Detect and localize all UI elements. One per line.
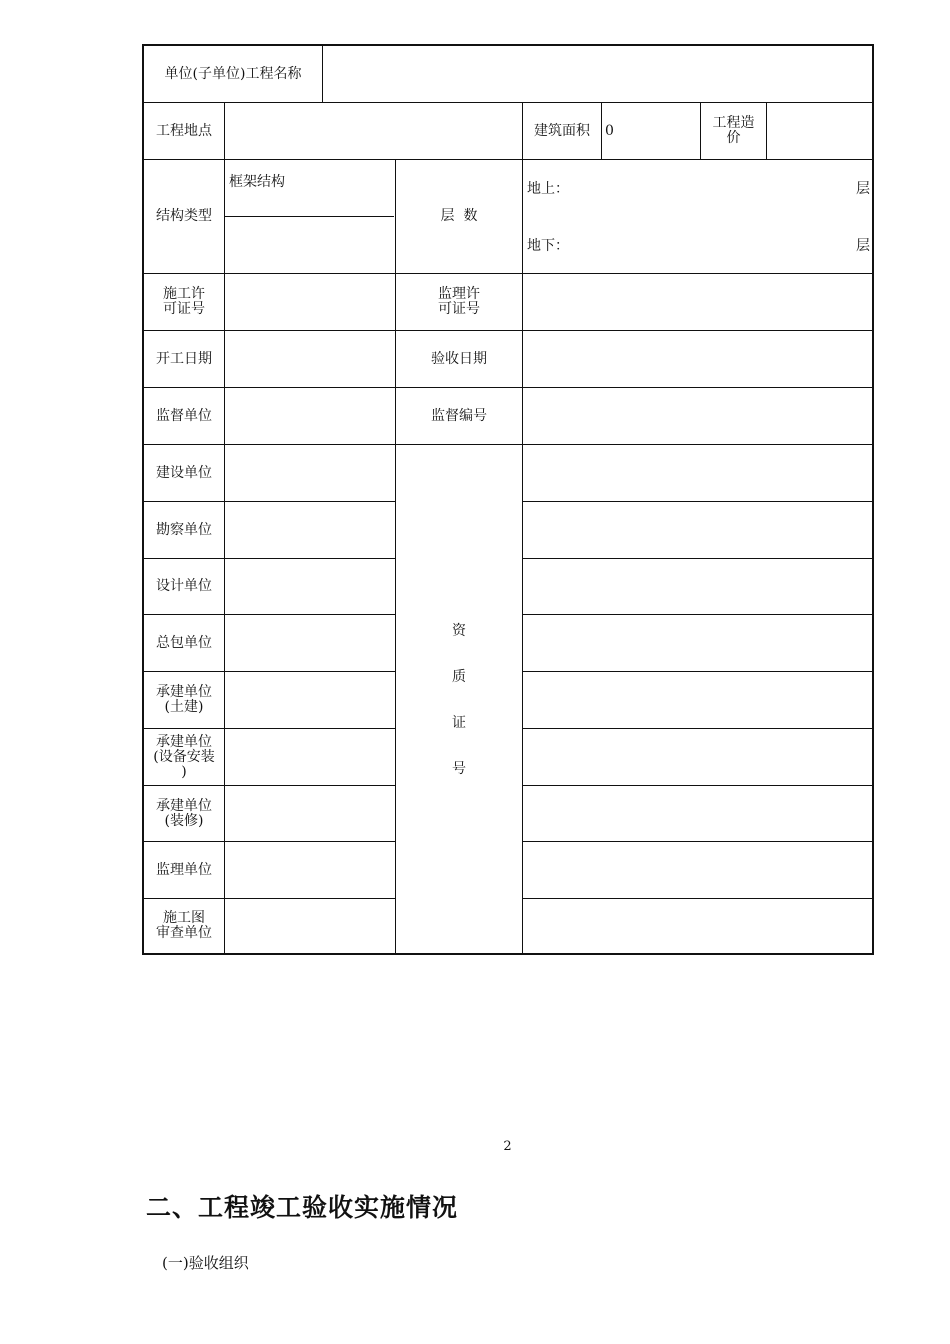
project-name-value[interactable] xyxy=(323,46,872,102)
unit-label-line: 施工图 xyxy=(163,910,205,926)
cost-label xyxy=(701,103,766,159)
qualification-char: 号 xyxy=(452,761,466,777)
oversight-unit-label: 监督单位 xyxy=(156,407,212,424)
supervision-permit-label-line1: 监理许 xyxy=(438,286,480,302)
acceptance-date-label: 验收日期 xyxy=(431,350,487,367)
unit-label-line: 设计单位 xyxy=(156,578,212,594)
unit-label-line: (土建) xyxy=(164,699,204,715)
permit-label-line2: 可证号 xyxy=(163,301,205,317)
unit-label-line: ) xyxy=(181,763,187,780)
qualification-char: 质 xyxy=(452,669,466,685)
floors-below-unit: 层 xyxy=(856,238,870,254)
area-value[interactable]: 0 xyxy=(605,122,614,139)
unit-label-drawing-review xyxy=(144,899,224,953)
unit-label-line: 承建单位 xyxy=(156,797,212,814)
unit-label-line: 总包单位 xyxy=(156,634,212,651)
unit-label-line: 审查单位 xyxy=(156,925,212,941)
unit-label-contractor-equipment xyxy=(144,729,224,785)
permit-label-line1: 施工许 xyxy=(163,286,205,302)
unit-label-design xyxy=(144,559,224,614)
unit-label-line: (装修) xyxy=(164,812,204,829)
unit-label-line: 承建单位 xyxy=(156,733,212,750)
unit-label-supervision xyxy=(144,842,224,898)
unit-label-line: 建设单位 xyxy=(156,464,212,481)
area-label: 建筑面积 xyxy=(534,122,590,139)
supervision-permit-label xyxy=(396,274,522,330)
structure-value[interactable]: 框架结构 xyxy=(229,174,285,190)
page-number: 2 xyxy=(503,1139,512,1154)
location-value[interactable] xyxy=(225,103,522,159)
unit-label-construction xyxy=(144,445,224,501)
unit-label-line: 监理单位 xyxy=(156,861,212,878)
unit-label-line: 承建单位 xyxy=(156,684,212,700)
unit-label-general-contractor xyxy=(144,615,224,671)
unit-label-survey xyxy=(144,502,224,558)
floors-label: 层 数 xyxy=(440,208,478,224)
oversight-number-label: 监督编号 xyxy=(431,407,487,424)
supervision-permit-label-line2: 可证号 xyxy=(438,301,480,317)
cost-label-line2: 价 xyxy=(726,130,741,146)
cost-value[interactable] xyxy=(767,103,872,159)
floors-below-label: 地下： xyxy=(527,238,569,254)
section-title: 二、工程竣工验收实施情况 xyxy=(146,1193,459,1222)
project-info-table xyxy=(142,44,874,955)
unit-label-line: (设备安装 xyxy=(153,748,215,765)
unit-label-contractor-decoration xyxy=(144,786,224,841)
qualification-char: 资 xyxy=(452,623,466,639)
unit-label-line: 勘察单位 xyxy=(156,521,212,538)
floors-above-label: 地上： xyxy=(527,181,569,197)
start-date-label: 开工日期 xyxy=(156,350,212,367)
cost-label-line1: 工程造 xyxy=(712,115,755,131)
permit-label xyxy=(144,274,224,330)
subsection-title: (一)验收组织 xyxy=(162,1254,249,1272)
unit-label-contractor-civil xyxy=(144,672,224,728)
floors-above-unit: 层 xyxy=(856,181,870,197)
project-name-label: 单位(子单位)工程名称 xyxy=(164,65,302,82)
qualification-char: 证 xyxy=(452,715,466,731)
structure-label: 结构类型 xyxy=(156,208,212,224)
location-label: 工程地点 xyxy=(156,122,212,139)
